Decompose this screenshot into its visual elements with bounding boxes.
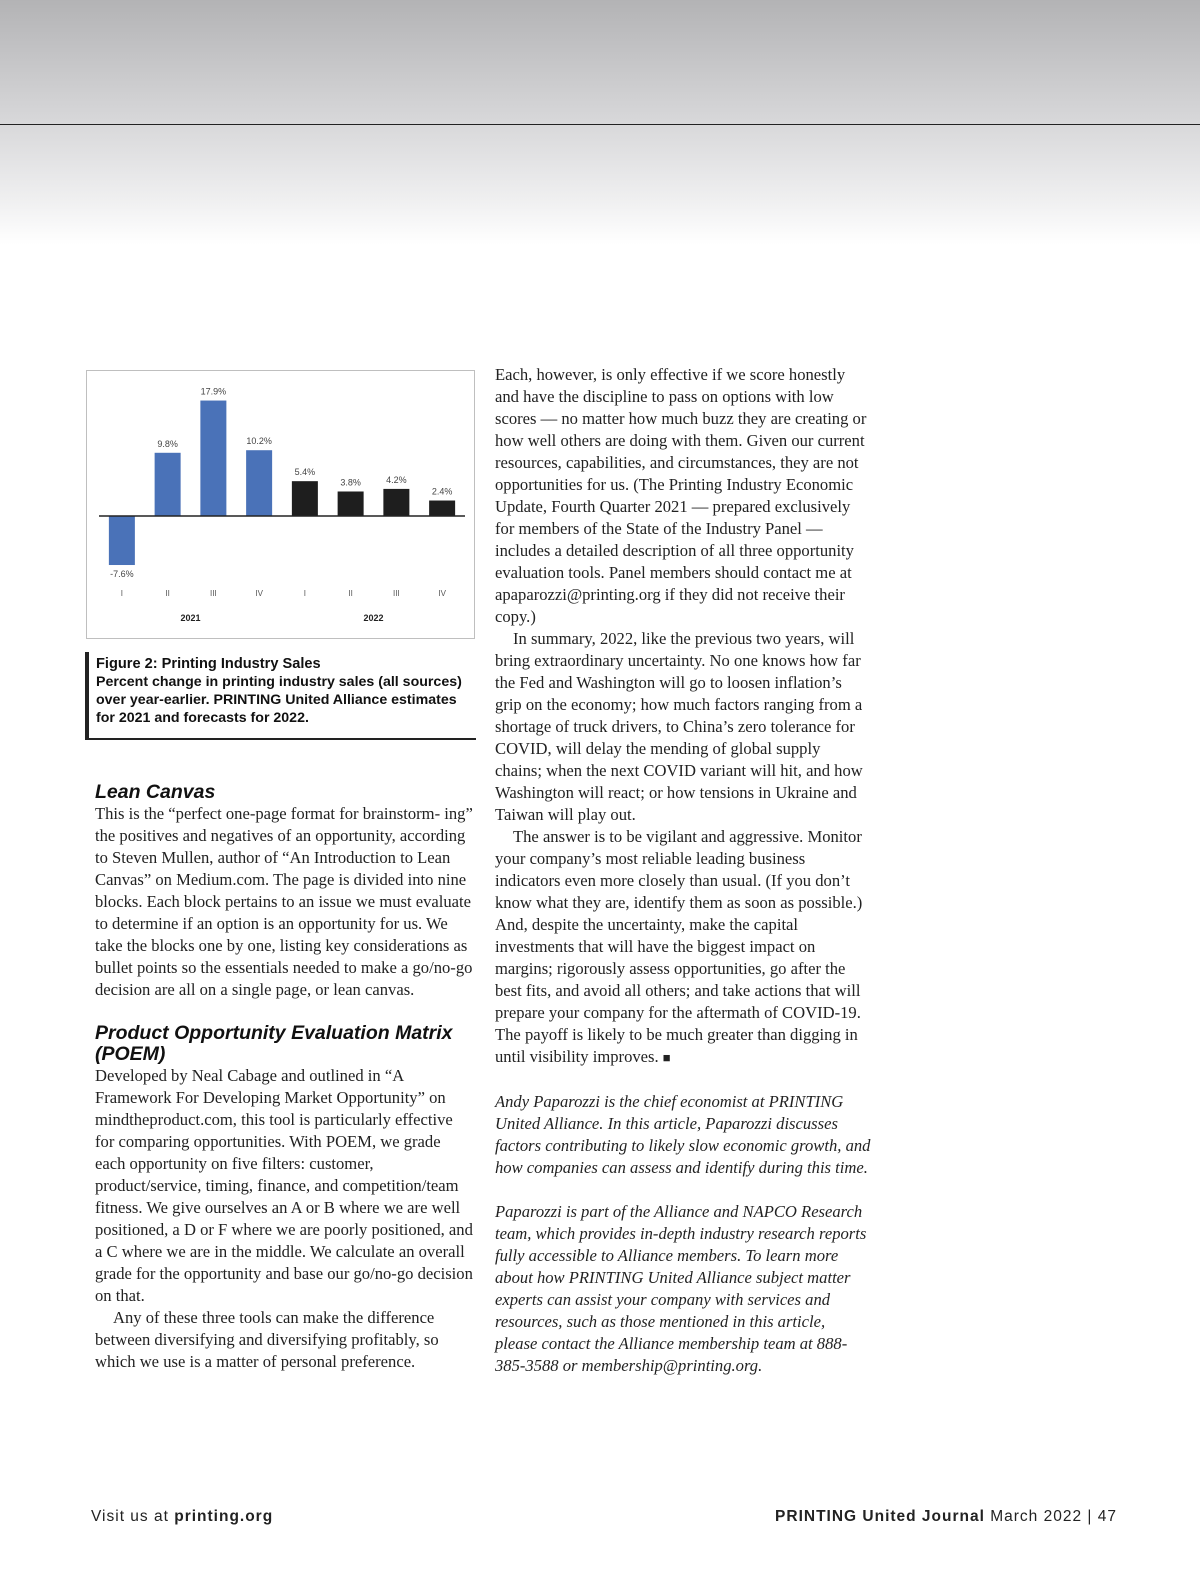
data-label: 9.8% (157, 438, 178, 449)
right-column (495, 364, 871, 1377)
heading-poem: Product Opportunity Evaluation Matrix (POEM) (95, 1022, 453, 1065)
tick-label: III (210, 589, 217, 598)
paragraph-tools-summary: Any of these three tools can make the difference between diversifying and diversifying profitably, so which we use is a matter of personal preference. (95, 1308, 439, 1371)
tick-label: II (165, 589, 170, 598)
data-label: 4.2% (386, 474, 407, 485)
header-rule (0, 124, 1200, 125)
footer-site (91, 1508, 273, 1526)
bar-2022-q1 (292, 481, 318, 516)
data-label: 10.2% (246, 436, 272, 447)
tick-label: I (120, 589, 123, 598)
tick-label: I (303, 589, 306, 598)
bar-chart (87, 371, 476, 640)
heading-lean-canvas: Lean Canvas (95, 781, 216, 803)
group-label-2021: 2021 (180, 613, 201, 623)
figure-caption (85, 652, 476, 740)
footer-journal-name: PRINTING United Journal (775, 1508, 985, 1525)
caption-title: Figure 2: Printing Industry Sales (96, 656, 321, 672)
paragraph-poem: Developed by Neal Cabage and outlined in “A Framework For Developing Market Opportunity” on mindtheproduct.com, this tool is particularly effective for comparing opportunities. With POEM, we grade each opportunity on five filters: customer, product/service, timing, finance, and competition/team fitness. We give ourselves an A or B where we are well positioned, a D or F where we are poorly positioned, and a C where we are in the middle. We calculate an overall grade for the opportunity and base our go/no-go decision on that. (95, 1066, 473, 1305)
header-gradient-band (0, 0, 1200, 245)
data-label: 3.8% (340, 477, 361, 488)
footer-issue-date: March 2022 (990, 1508, 1083, 1525)
footer-page-number: 47 (1097, 1508, 1117, 1525)
data-label: 17.9% (200, 386, 227, 397)
bar-2021-q2 (155, 453, 181, 516)
data-label: -7.6% (110, 569, 134, 580)
bar-2022-q4 (429, 501, 455, 516)
group-label-2022: 2022 (363, 613, 384, 623)
bar-2021-q4 (246, 450, 272, 516)
team-bio: Paparozzi is part of the Alliance and NAPCO Research team, which provides in-depth industry research reports fully accessible to Alliance members. To learn more about how PRINTING United Alliance subject matter experts can assist your company with services and resources, such as those mentioned in this article, please contact the Alliance membership team at 888-385-3588 or membership@printing.org. (495, 1202, 867, 1375)
footer-journal (775, 1508, 1117, 1526)
bar-2021-q3 (200, 401, 226, 516)
bar-2022-q3 (383, 489, 409, 516)
tick-label: IV (255, 589, 263, 598)
end-mark-icon: ■ (662, 1050, 671, 1065)
tick-label: II (348, 589, 353, 598)
paragraph-summary-2022: In summary, 2022, like the previous two years, will bring extraordinary uncertainty. No one knows how far the Fed and Washington will go to loosen inflation’s grip on the economy; how much factors ranging from a shortage of truck drivers, to China’s zero tolerance for COVID, will delay the mending of global supply chains; when the next COVID variant will hit, and how Washington will react; or how tensions in Ukraine and Taiwan will play out. (495, 629, 863, 824)
bar-2022-q2 (338, 491, 364, 516)
footer-visit-label: Visit us at (91, 1508, 169, 1525)
left-column (95, 782, 475, 1373)
bar-2021-q1 (109, 516, 135, 565)
footer-separator: | (1087, 1508, 1093, 1525)
author-bio: Andy Paparozzi is the chief economist at PRINTING United Alliance. In this article, Paparozzi discusses factors contributing to likely slow economic growth, and how companies can assess and identify during this time. (495, 1092, 871, 1177)
tick-label: IV (438, 589, 446, 598)
data-label: 5.4% (294, 467, 316, 478)
tick-label: III (393, 589, 400, 598)
figure-2-chart (86, 370, 475, 639)
caption-body: Percent change in printing industry sales (all sources) over year-earlier. PRINTING United Alliance estimates for 2021 and forecasts for 2022. (96, 674, 462, 726)
paragraph-lean-canvas: This is the “perfect one-page format for brainstorm- ing” the positives and negatives of an opportunity, according to Steven Mullen, author of “An Introduction to Lean Canvas” on Medium.com. The page is divided into nine blocks. Each block pertains to an issue we must evaluate to determine if an option is an opportunity for us. We take the blocks one by one, listing key considerations as bullet points so the essentials needed to make a go/no-go decision are all on a single page, or lean canvas. (95, 804, 473, 999)
paragraph-answer-text: The answer is to be vigilant and aggressive. Monitor your company’s most reliable leading business indicators even more closely than usual. (If you don’t know what they are, identify them as soon as possible.) And, despite the uncertainty, make the capital investments that will have the biggest impact on margins; rigorously assess opportunities, go after the best fits, and avoid all others; and take actions that will prepare your company for the aftermath of COVID-19. The payoff is likely to be much greater than digging in until visibility improves. (495, 827, 863, 1066)
paragraph-scoring: Each, however, is only effective if we score honestly and have the discipline to pass on options with low scores — no matter how much buzz they are creating or how well others are doing with them. Given our current resources, capabilities, and circumstances, they are not opportunities for us. (The Printing Industry Economic Update, Fourth Quarter 2021 — prepared exclusively for members of the State of the Industry Panel — includes a detailed description of all three opportunity evaluation tools. Panel members should contact me at apaparozzi@printing.org if they did not receive their copy.) (495, 365, 867, 626)
footer-site-link[interactable]: printing.org (174, 1508, 274, 1525)
paragraph-answer (495, 826, 871, 1069)
data-label: 2.4% (431, 486, 453, 497)
